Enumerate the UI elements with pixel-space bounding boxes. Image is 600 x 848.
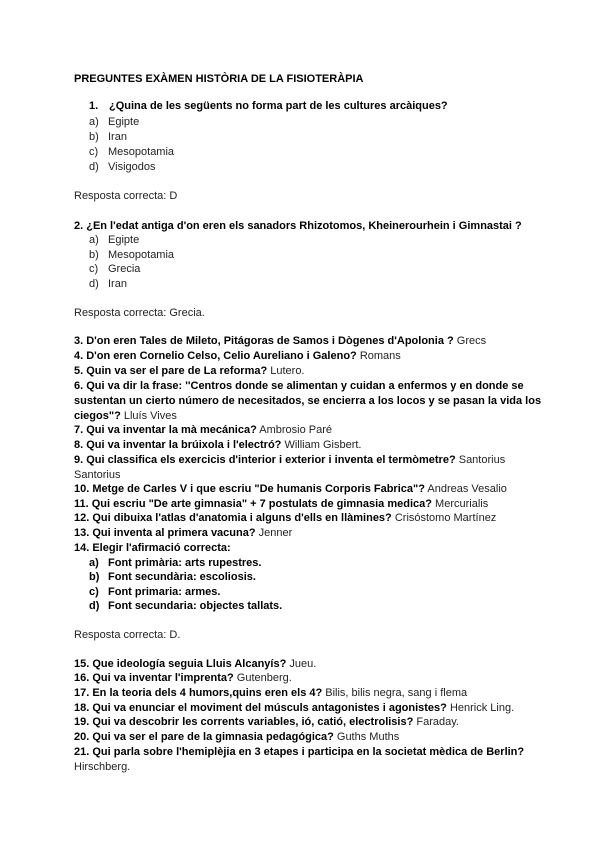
option-label: d) [89, 161, 99, 173]
question-text: 3. D'on eren Tales de Mileto, Pitágoras de Samos i Dògenes d'Apolonia ? [74, 335, 454, 347]
answer-text: Guths Muths [333, 731, 400, 743]
question-text: 13. Qui inventa al primera vacuna? [74, 527, 256, 539]
answer-text: Ambrosio Paré [256, 424, 333, 436]
question-11 [74, 497, 488, 512]
question-3 [74, 334, 486, 349]
question-5 [74, 364, 305, 379]
question-text: 11. Qui escriu "De arte gimnasia" + 7 postulats de gimnasia medica? [74, 498, 432, 510]
option-text: Iran [108, 131, 127, 143]
question-14: 14. Elegir l'afirmació correcta: [74, 542, 231, 554]
answer-text: Lutero. [267, 365, 305, 377]
option-label: a) [89, 116, 99, 128]
option-text: Grecia [108, 263, 141, 275]
question-text: 16. Qui va inventar l'imprenta? [74, 672, 234, 684]
answer-text: Santorius Santorius [74, 454, 506, 481]
question-15 [74, 657, 316, 672]
answer-text: Mercurialis [431, 498, 489, 510]
question-text: 19. Qui va descobrir les corrents variables, ió, catió, electrolisis? [74, 716, 414, 728]
option-text: Font primària: arts rupestres. [108, 557, 262, 569]
question-13 [74, 526, 292, 541]
option-label: c) [89, 263, 99, 275]
option [89, 556, 261, 571]
answer-text: Lluís Vives [120, 410, 177, 422]
option-label: c) [89, 146, 99, 158]
question-text: 15. Que ideología seguia Lluis Alcanyís? [74, 658, 287, 670]
option-text: Iran [108, 278, 127, 290]
option [89, 130, 127, 145]
option-text: Font primaria: armes. [108, 586, 221, 598]
question-17 [74, 686, 467, 701]
option [89, 599, 282, 614]
correct-answer: Resposta correcta: Grecia. [74, 307, 205, 319]
option-text: Font secundaria: objectes tallats. [108, 600, 283, 612]
question-1 [89, 99, 448, 114]
option-label: a) [89, 557, 99, 569]
answer-text: William Gisbert. [281, 439, 362, 451]
answer-text: Romans [356, 350, 401, 362]
question-4 [74, 349, 401, 364]
question-text: 7. Qui va inventar la mà mecánica? [74, 424, 257, 436]
question-text: 17. En la teoria dels 4 humors,quins eren els 4? [74, 687, 323, 699]
question-text: 21. Qui parla sobre l'hemiplèjia en 3 etapes i participa en la societat mèdica de Berlin? [74, 746, 525, 758]
option-text: Egipte [108, 234, 140, 246]
option [89, 160, 156, 175]
question-2: 2. ¿En l'edat antiga d'on eren els sanadors Rhizotomos, Kheinerourhein i Gimnastai ? [74, 220, 522, 232]
question-10 [74, 482, 507, 497]
answer-text: Grecs [453, 335, 487, 347]
question-8 [74, 438, 361, 453]
question-19 [74, 715, 459, 730]
option-text: Egipte [108, 116, 140, 128]
question-6 [74, 379, 546, 424]
correct-answer: Resposta correcta: D [74, 190, 178, 202]
option-label: b) [89, 571, 100, 583]
question-12 [74, 511, 496, 526]
answer-text: Andreas Vesalio [424, 483, 507, 495]
question-text: 10. Metge de Carles V i que escriu "De humanis Corporis Fabrica"? [74, 483, 425, 495]
option [89, 248, 174, 263]
answer-text: Hirschberg. [74, 761, 131, 773]
correct-answer: Resposta correcta: D. [74, 629, 181, 641]
question-text: 18. Qui va enunciar el moviment del músculs antagonistes i agonistes? [74, 702, 447, 714]
answer-text: Crisóstomo Martínez [391, 512, 497, 524]
option-text: Mesopotamia [108, 249, 175, 261]
question-20 [74, 730, 399, 745]
question-18 [74, 701, 514, 716]
question-16 [74, 671, 292, 686]
option [89, 585, 220, 600]
option [89, 277, 127, 292]
question-9 [74, 453, 546, 483]
option-label: b) [89, 249, 99, 261]
question-text: 5. Quin va ser el pare de La reforma? [74, 365, 268, 377]
question-number: 1. [89, 100, 99, 112]
answer-text: Gutenberg. [233, 672, 292, 684]
option-text: Visigodos [108, 161, 156, 173]
option-label: d) [89, 278, 99, 290]
option [89, 570, 256, 585]
option-label: c) [89, 586, 99, 598]
answer-text: Bilis, bilis negra, sang i flema [322, 687, 468, 699]
option [89, 145, 174, 160]
document-title: PREGUNTES EXÀMEN HISTÒRIA DE LA FISIOTERÀPIA [74, 73, 364, 85]
option [89, 115, 139, 130]
question-21 [74, 745, 546, 775]
question-text: 4. D'on eren Cornelio Celso, Celio Aureliano i Galeno? [74, 350, 357, 362]
answer-text: Jenner [255, 527, 293, 539]
option-label: a) [89, 234, 99, 246]
answer-text: Henrick Ling. [446, 702, 515, 714]
question-text: 12. Qui dibuixa l'atlas d'anatomia i alguns d'ells en llàmines? [74, 512, 392, 524]
option [89, 262, 140, 277]
question-text: 20. Qui va ser el pare de la gimnasia pedagógica? [74, 731, 334, 743]
question-text: 6. Qui va dir la frase: ''Centros donde se alimentan y cuidan a enfermos y en donde se sustentan un cierto número de necesitados, se encierra a los locos y se pasan la vida los ciegos"? [74, 380, 542, 422]
question-7 [74, 423, 332, 438]
question-text: ¿Quina de les següents no forma part de les cultures arcàiques? [109, 100, 448, 112]
question-text: 8. Qui va inventar la brúixola i l'electró? [74, 439, 282, 451]
option-text: Mesopotamia [108, 146, 175, 158]
option-label: b) [89, 131, 99, 143]
option-text: Font secundària: escoliosis. [108, 571, 256, 583]
option-label: d) [89, 600, 100, 612]
question-text: 9. Qui classifica els exercicis d'interior i exterior i inventa el termòmetre? [74, 454, 456, 466]
option [89, 233, 139, 248]
answer-text: Jueu. [286, 658, 317, 670]
answer-text: Faraday. [413, 716, 459, 728]
